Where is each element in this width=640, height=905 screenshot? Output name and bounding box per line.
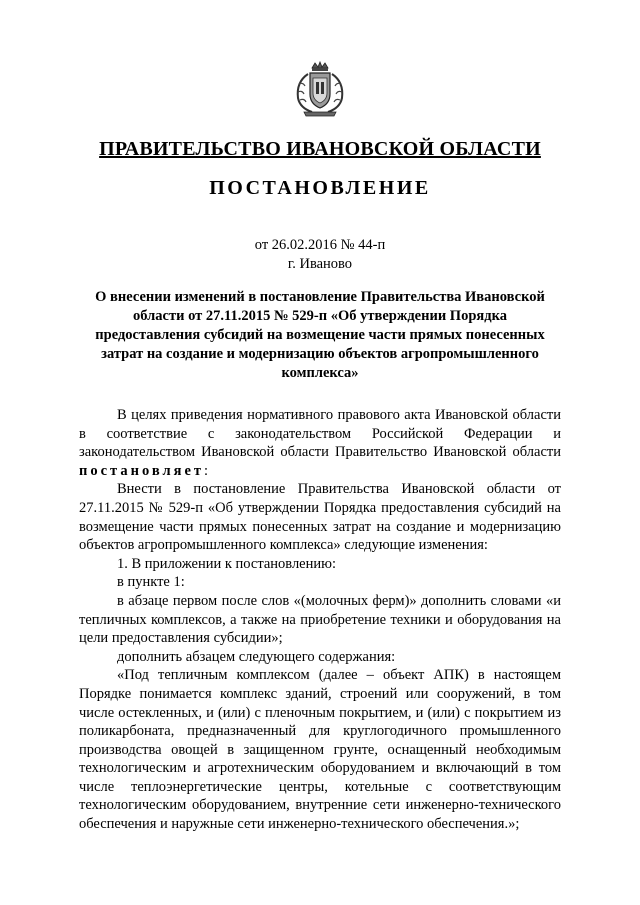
paragraph-add-abzac: дополнить абзацем следующего содержания: [117,648,396,665]
document-body [79,406,561,834]
paragraph-amend: Внести в постановление Правительства Ивановской области от 27.11.2015 № 529-п «Об утверждении Порядка предоставления субсидий на возмещение части прямых понесенных затрат на создание и модернизацию объектов агропромышленного комплекса» следующие изменения: [79,481,561,554]
city: г. Иваново [287,256,353,272]
preamble-colon: : [204,462,209,479]
document-type-heading: ПОСТАНОВЛЕНИЕ [209,177,431,199]
decides-word: постановляет [79,462,205,479]
decree-title: О внесении изменений в постановление Правительства Ивановской области от 27.11.2015 № 529-п «Об утверждении Порядка предоставления субсидий на возмещение части прямых понесенных затрат на создание и модернизацию объектов агропромышленного комплекса» [95,289,545,381]
paragraph-greenhouse-definition: «Под тепличным комплексом (далее – объект АПК) в настоящем Порядке понимается комплекс зданий, строений или сооружений, в том числе остекленных, и (или) с пленочным покрытием, и (или) с покрытием из поликарбоната, предназначенный для круглогодичного промышленного производства овощей в защищенном грунте, оснащенный необходимым технологическим и агротехническим оборудованием и включающий в том числе теплоэнергетические центры, котельные с соответствующим технологическим оборудованием, внутренние сети инженерно-технического обеспечения и наружные сети инженерно-технического обеспечения.»; [79,667,561,833]
paragraph-point-1: в пункте 1: [117,574,185,591]
government-heading: ПРАВИТЕЛЬСТВО ИВАНОВСКОЙ ОБЛАСТИ [99,138,541,160]
preamble-text: В целях приведения нормативного правового акта Ивановской области в соответствие с законодательством Российской Федерации и законодательством Ивановской области Правительство Ивановской области [79,407,561,461]
paragraph-first-abzac: в абзаце первом после слов «(молочных ферм)» дополнить словами «и тепличных комплексов, а также на приобретение техники и оборудования на цели предоставления субсидии»; [79,592,561,647]
paragraph-preamble [79,406,561,480]
paragraph-item-1: 1. В приложении к постановлению: [117,555,337,572]
date-and-number: от 26.02.2016 № 44-п [254,237,386,253]
coat-of-arms-icon [290,60,350,118]
